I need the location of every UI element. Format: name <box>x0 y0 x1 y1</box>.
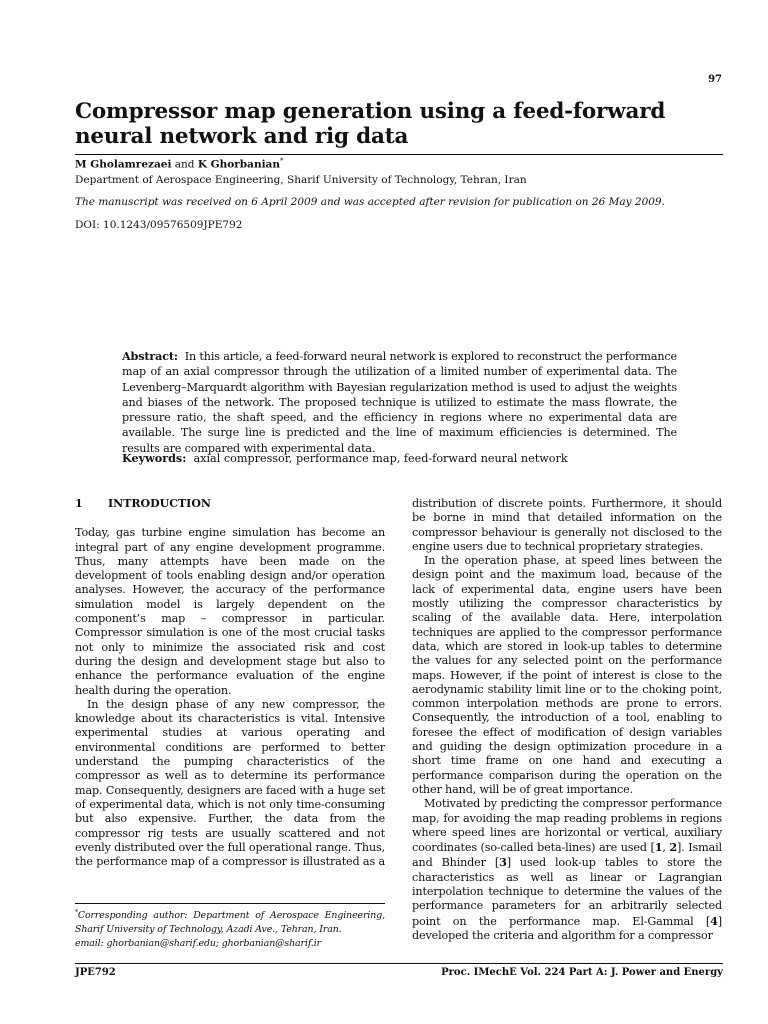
section-title: INTRODUCTION <box>108 497 211 510</box>
section-number: 1 <box>75 497 83 510</box>
paragraph-text: ]. Ismail and Bhinder [ <box>412 841 722 870</box>
citation-ref[interactable]: 3 <box>499 855 507 870</box>
paragraph: In the operation phase, at speed lines between the design point and the maximum load, because of the lack of experimental data, engine users have been mostly utilizing the compressor characteristics by scaling of the available data. Here, interpolation techniques are applied to the compressor performance data, which are stored in look-up tables to determine the values for any selected point on the performance maps. However, if the point of interest is close to the aerodynamic stability limit line or to the choking point, common interpolation methods are prone to errors. Consequently, the introduction of a tool, enabling to foresee the effect of modification of design variables and guiding the design optimization procedure in a short time frame on one hand and executing a performance comparison during the operation on the other hand, will be of great importance. <box>412 554 722 796</box>
abstract-label: Abstract: <box>122 349 178 363</box>
footnote-mark: * <box>75 909 78 916</box>
footnote <box>75 906 385 951</box>
received-note: The manuscript was received on 6 April 2009 and was accepted after revision for publication on 26 May 2009. <box>75 196 665 208</box>
keywords-text: axial compressor, performance map, feed-forward neural network <box>193 452 568 465</box>
abstract-text: In this article, a feed-forward neural network is explored to reconstruct the performance map of an axial compressor through the utilization of a limited number of experimental data. The Levenberg–Marquardt algorithm with Bayesian regularization method is used to adjust the weights and biases of the network. The proposed technique is utilized to estimate the mass flowrate, the pressure ratio, the shaft speed, and the efficiency in regions where no experimental data are available. The surge line is predicted and the line of maximum efficiencies is determined. The results are compared with experimental data. <box>122 350 677 455</box>
footnote-divider <box>75 903 385 904</box>
footer-divider <box>75 963 723 964</box>
abstract <box>122 349 677 456</box>
paragraph: distribution of discrete points. Furthermore, it should be borne in mind that detailed information on the compressor behaviour is generally not disclosed to the engine users due to technical proprietary strategies. <box>412 497 722 553</box>
paragraph-text: , <box>662 841 670 855</box>
paragraph <box>412 797 722 943</box>
journal-name: Proc. IMechE Vol. 224 Part A: J. Power and Energy <box>441 967 723 978</box>
affiliation: Department of Aerospace Engineering, Sharif University of Technology, Tehran, Iran <box>75 174 527 186</box>
paper-title: Compressor map generation using a feed-forward neural network and rig data <box>75 99 666 149</box>
paragraph: Today, gas turbine engine simulation has become an integral part of any engine development programme. Thus, many attempts have been made on the development of tools enabling design and/or operation analyses. However, the accuracy of the performance simulation model is largely dependent on the component’s map – compressor in particular. Compressor simulation is one of the most crucial tasks not only to minimize the associated risk and cost during the design and development stage but also to enhance the performance evaluation of the engine health during the operation. <box>75 526 385 697</box>
paragraph-text: ] developed the criteria and algorithm for a compressor <box>412 914 722 942</box>
citation-ref[interactable]: 1 <box>654 840 663 855</box>
paragraph-text: Motivated by predicting the compressor performance map, for avoiding the map reading problems in regions where speed lines are horizontal or vertical, auxiliary coordinates (so-called beta-lines) are used [ <box>412 797 722 855</box>
right-column <box>412 497 722 943</box>
footnote-text: Corresponding author: Department of Aerospace Engineering, Sharif University of Technology, Azadi Ave., Tehran, Iran. <box>75 910 385 936</box>
left-column <box>75 497 385 869</box>
author-name: M Gholamrezaei <box>75 158 172 171</box>
keywords-label: Keywords: <box>122 451 187 465</box>
citation-ref[interactable]: 4 <box>710 913 718 928</box>
doi: DOI: 10.1243/09576509JPE792 <box>75 219 243 231</box>
paragraph-text: ] used look-up tables to store the characteristics as well as linear or Lagrangian interpolation technique to determine the values of the performance parameters for an arbitrarily selected point on the performance map. El-Gammal [ <box>412 856 723 928</box>
journal-code: JPE792 <box>75 967 116 978</box>
keywords <box>122 451 568 465</box>
author-name: K Ghorbanian <box>197 158 280 171</box>
footnote-email: email: ghorbanian@sharif.edu; ghorbanian@sharif.ir <box>75 938 322 950</box>
page-number: 97 <box>708 74 722 85</box>
author-line <box>75 157 284 171</box>
title-divider <box>75 154 723 155</box>
section-heading <box>75 497 385 511</box>
corresponding-mark: * <box>280 157 284 165</box>
paragraph: In the design phase of any new compressor, the knowledge about its characteristics is vital. Intensive experimental studies at various operating and environmental conditions are performed to better understand the pumping characteristics of the compressor as well as to determine its performance map. Consequently, designers are faced with a huge set of experimental data, which is not only time-consuming but also expensive. Further, the data from the compressor rig tests are usually scattered and not evenly distributed over the full operational range. Thus, the performance map of a compressor is illustrated as a <box>75 697 385 869</box>
citation-ref[interactable]: 2 <box>669 840 678 855</box>
author-conjunction: and <box>174 158 195 171</box>
